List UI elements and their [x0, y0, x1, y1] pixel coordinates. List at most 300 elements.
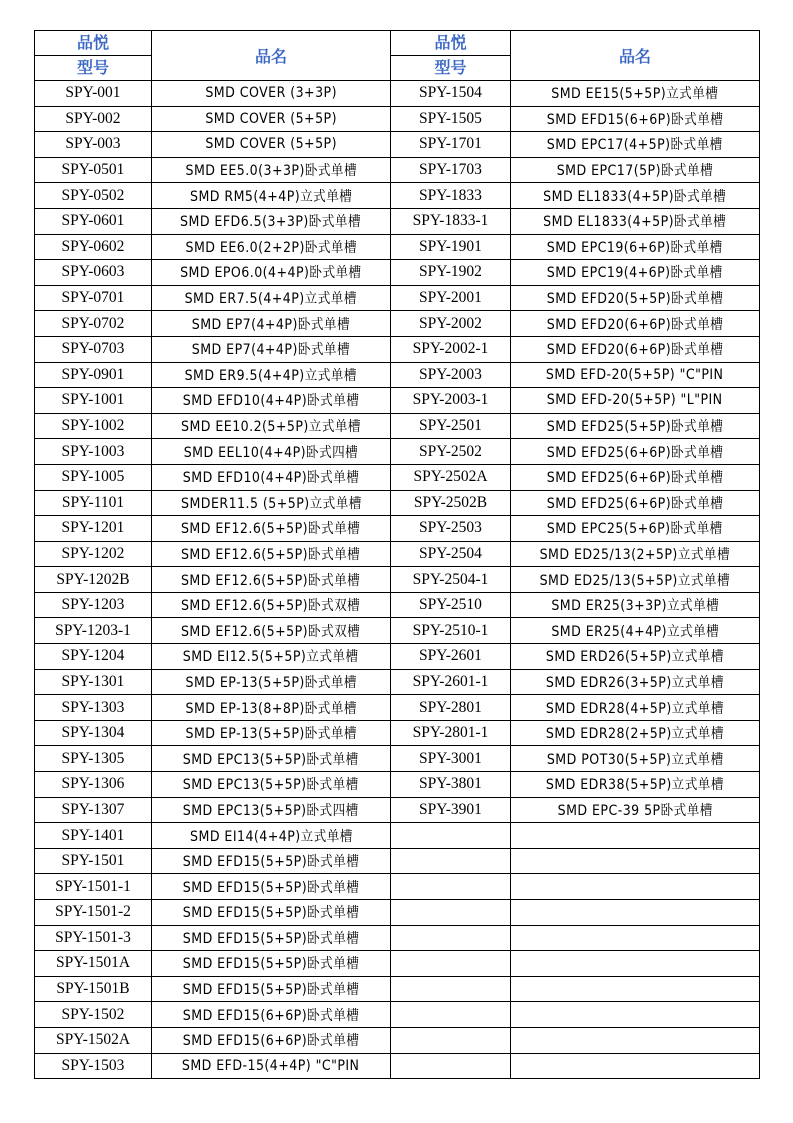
- table-row: [35, 157, 760, 183]
- left-name-cell-text: SMD EF12.6(5+5P)卧式单槽: [181, 572, 361, 589]
- right-name-cell-text: SMD EFD15(6+6P)卧式单槽: [546, 111, 724, 128]
- left-name-cell-text: SMD COVER (5+5P): [205, 110, 337, 127]
- right-model-cell: [391, 208, 511, 234]
- left-name-cell-text: SMD EFD10(4+4P)卧式单槽: [182, 393, 360, 410]
- right-model-header-bottom: 型号: [391, 56, 511, 81]
- left-model-cell: [35, 772, 152, 798]
- right-name-cell: [511, 695, 760, 721]
- left-model-cell: [35, 490, 152, 516]
- left-name-cell-text: SMD RM5(4+4P)立式单槽: [189, 188, 353, 205]
- table-row: [35, 208, 760, 234]
- left-name-cell-text: SMD EI12.5(5+5P)立式单槽: [183, 649, 359, 666]
- right-name-cell-text: SMD EDR38(5+5P)立式单槽: [545, 777, 725, 794]
- left-model-cell-text: SPY-1502: [61, 1005, 125, 1023]
- right-model-cell: [391, 1027, 511, 1053]
- table-row: [35, 644, 760, 670]
- table-row: [35, 132, 760, 158]
- right-model-cell: [391, 311, 511, 337]
- right-model-cell: [391, 132, 511, 158]
- left-name-cell-text: SMD EP7(4+4P)卧式单槽: [191, 316, 351, 333]
- left-name-cell: [152, 234, 391, 260]
- left-model-cell-text: SPY-0702: [61, 314, 125, 332]
- left-model-cell-text: SPY-1305: [61, 749, 125, 767]
- left-model-cell: [35, 823, 152, 849]
- table-row: [35, 183, 760, 209]
- right-name-cell-text: SMD EDR28(4+5P)立式单槽: [545, 700, 725, 717]
- right-model-cell-text: SPY-2502A: [413, 468, 488, 486]
- right-model-cell: [391, 413, 511, 439]
- left-model-cell: [35, 439, 152, 465]
- table-row: [35, 516, 760, 542]
- left-model-cell-text: SPY-0701: [61, 289, 125, 307]
- right-model-cell: [391, 669, 511, 695]
- left-name-cell-text: SMD EE5.0(3+3P)卧式单槽: [185, 163, 357, 180]
- right-name-cell: [511, 900, 760, 926]
- left-name-cell-text: SMD EP-13(5+5P)卧式单槽: [185, 726, 357, 743]
- right-name-cell: [511, 720, 760, 746]
- left-name-cell: [152, 900, 391, 926]
- right-name-cell: [511, 951, 760, 977]
- left-name-cell-text: SMD EFD15(5+5P)卧式单槽: [182, 905, 360, 922]
- right-model-cell-text: SPY-2002-1: [412, 340, 489, 358]
- right-name-cell-text: SMD EPC25(5+6P)卧式单槽: [547, 521, 723, 538]
- table-row: [35, 362, 760, 388]
- table-row: [35, 285, 760, 311]
- left-name-cell: [152, 516, 391, 542]
- table-row: [35, 976, 760, 1002]
- left-model-cell: [35, 874, 152, 900]
- right-name-cell-text: SMD EDR26(3+5P)立式单槽: [545, 674, 725, 691]
- left-name-cell: [152, 132, 391, 158]
- right-name-cell: [511, 1027, 760, 1053]
- table-row: [35, 464, 760, 490]
- left-name-cell: [152, 848, 391, 874]
- right-model-cell-text: SPY-1833: [419, 186, 482, 204]
- left-name-cell-text: SMD EFD15(6+6P)卧式单槽: [182, 1007, 360, 1024]
- left-model-cell-text: SPY-1005: [61, 468, 125, 486]
- right-name-cell-text: SMD EPC17(4+5P)卧式单槽: [547, 137, 723, 154]
- left-model-cell-text: SPY-1401: [61, 826, 125, 844]
- left-name-cell: [152, 183, 391, 209]
- right-model-cell: [391, 592, 511, 618]
- left-model-cell: [35, 311, 152, 337]
- right-name-cell: [511, 285, 760, 311]
- left-model-cell: [35, 976, 152, 1002]
- right-name-cell: [511, 464, 760, 490]
- right-model-cell: [391, 285, 511, 311]
- left-model-cell: [35, 695, 152, 721]
- right-model-cell: [391, 900, 511, 926]
- table-row: [35, 925, 760, 951]
- right-model-cell: [391, 797, 511, 823]
- left-model-cell-text: SPY-0601: [61, 212, 125, 230]
- table-row: [35, 874, 760, 900]
- left-model-cell: [35, 260, 152, 286]
- left-name-cell: [152, 490, 391, 516]
- left-name-cell: [152, 541, 391, 567]
- right-model-cell: [391, 439, 511, 465]
- left-model-cell: [35, 797, 152, 823]
- right-model-cell: [391, 336, 511, 362]
- right-name-cell: [511, 362, 760, 388]
- left-name-cell: [152, 695, 391, 721]
- right-name-cell-text: SMD EPC-39 5P卧式单槽: [557, 802, 713, 819]
- right-name-cell: [511, 746, 760, 772]
- table-row: [35, 541, 760, 567]
- table-row: [35, 951, 760, 977]
- right-name-cell-text: SMD EFD20(5+5P)卧式单槽: [546, 291, 724, 308]
- right-model-cell: [391, 951, 511, 977]
- left-model-cell-text: SPY-1501-2: [55, 903, 131, 921]
- left-name-cell-text: SMD EFD10(4+4P)卧式单槽: [182, 470, 360, 487]
- right-model-cell: [391, 746, 511, 772]
- right-model-cell-text: SPY-1833-1: [412, 212, 489, 230]
- left-model-cell-text: SPY-0501: [61, 161, 125, 179]
- left-name-cell: [152, 311, 391, 337]
- table-row: [35, 388, 760, 414]
- table-row: [35, 439, 760, 465]
- left-model-cell-text: SPY-1101: [61, 493, 125, 511]
- right-name-cell: [511, 976, 760, 1002]
- right-name-cell: [511, 772, 760, 798]
- table-row: [35, 336, 760, 362]
- right-name-cell: [511, 797, 760, 823]
- right-model-cell-text: SPY-2504-1: [412, 570, 489, 588]
- right-name-cell-text: SMD ED25/13(2+5P)立式单槽: [539, 546, 731, 563]
- left-name-cell-text: SMD EI14(4+4P)立式单槽: [189, 828, 353, 845]
- left-name-cell-text: SMD EE10.2(5+5P)立式单槽: [180, 419, 361, 436]
- right-name-cell-text: SMD EFD-20(5+5P) "L"PIN: [547, 392, 723, 409]
- left-model-cell: [35, 106, 152, 132]
- right-name-cell: [511, 208, 760, 234]
- right-name-cell-text: SMD EL1833(4+5P)卧式单槽: [543, 188, 727, 205]
- left-model-cell-text: SPY-1204: [61, 647, 125, 665]
- left-name-cell: [152, 413, 391, 439]
- left-name-cell-text: SMD EFD15(5+5P)卧式单槽: [182, 879, 360, 896]
- right-name-cell-text: SMD ERD26(5+5P)立式单槽: [545, 649, 725, 666]
- left-name-cell-text: SMD EFD15(5+5P)卧式单槽: [182, 982, 360, 999]
- left-model-cell: [35, 234, 152, 260]
- right-name-cell: [511, 490, 760, 516]
- left-name-cell: [152, 618, 391, 644]
- left-name-cell-text: SMD EPO6.0(4+4P)卧式单槽: [180, 265, 362, 282]
- table-row: [35, 106, 760, 132]
- table-row: [35, 618, 760, 644]
- right-model-cell-text: SPY-2504: [419, 544, 482, 562]
- left-model-header-top: 品悦: [35, 31, 152, 56]
- right-name-cell: [511, 81, 760, 107]
- left-model-cell-text: SPY-1203-1: [55, 621, 131, 639]
- left-model-cell-text: SPY-1503: [61, 1056, 125, 1074]
- left-model-cell: [35, 362, 152, 388]
- left-name-cell: [152, 1002, 391, 1028]
- right-model-cell: [391, 925, 511, 951]
- table-row: [35, 669, 760, 695]
- table-row: [35, 567, 760, 593]
- left-model-cell-text: SPY-0703: [61, 340, 125, 358]
- right-model-cell-text: SPY-2801-1: [412, 724, 489, 742]
- right-model-cell: [391, 848, 511, 874]
- right-name-cell-text: SMD EPC19(6+6P)卧式单槽: [547, 239, 723, 256]
- left-model-cell-text: SPY-001: [65, 84, 121, 102]
- right-name-cell: [511, 132, 760, 158]
- left-name-cell-text: SMD EFD15(5+5P)卧式单槽: [182, 956, 360, 973]
- left-model-cell: [35, 567, 152, 593]
- right-model-cell-text: SPY-2601: [419, 647, 482, 665]
- left-model-cell: [35, 951, 152, 977]
- left-model-cell: [35, 388, 152, 414]
- left-name-cell: [152, 81, 391, 107]
- left-model-cell: [35, 848, 152, 874]
- left-name-cell: [152, 951, 391, 977]
- left-name-cell: [152, 823, 391, 849]
- left-name-cell: [152, 797, 391, 823]
- right-name-cell-text: SMD EPC17(5P)卧式单槽: [556, 163, 714, 180]
- left-model-cell-text: SPY-0603: [61, 263, 125, 281]
- table-row: [35, 772, 760, 798]
- right-model-cell-text: SPY-1901: [419, 237, 482, 255]
- left-model-cell-text: SPY-002: [65, 109, 121, 127]
- left-model-cell: [35, 285, 152, 311]
- left-name-cell-text: SMD EPC13(5+5P)卧式四槽: [183, 802, 359, 819]
- table-row: [35, 1053, 760, 1079]
- left-name-cell-text: SMD EFD15(6+6P)卧式单槽: [182, 1033, 360, 1050]
- right-model-cell: [391, 388, 511, 414]
- header-row-top: [35, 31, 760, 56]
- right-model-cell-text: SPY-2503: [419, 519, 482, 537]
- right-name-cell-text: SMD EFD20(6+6P)卧式单槽: [546, 342, 724, 359]
- right-model-cell: [391, 490, 511, 516]
- right-name-cell-text: SMD EFD25(6+6P)卧式单槽: [546, 444, 724, 461]
- right-name-cell-text: SMD POT30(5+5P)立式单槽: [546, 751, 724, 768]
- left-model-cell: [35, 1027, 152, 1053]
- left-model-cell-text: SPY-1501A: [55, 954, 131, 972]
- right-name-cell: [511, 541, 760, 567]
- left-model-cell: [35, 208, 152, 234]
- right-model-cell-text: SPY-2003: [419, 365, 482, 383]
- left-name-cell-text: SMDER11.5 (5+5P)立式单槽: [180, 495, 362, 512]
- left-name-cell: [152, 439, 391, 465]
- left-name-cell: [152, 720, 391, 746]
- left-model-cell-text: SPY-1003: [61, 442, 125, 460]
- right-model-cell-text: SPY-2502: [419, 442, 482, 460]
- left-name-cell-text: SMD EFD6.5(3+3P)卧式单槽: [180, 214, 362, 231]
- right-name-cell-text: SMD ER25(4+4P)立式单槽: [551, 623, 719, 640]
- left-model-cell-text: SPY-1501-3: [55, 928, 131, 946]
- left-model-cell-text: SPY-003: [65, 135, 121, 153]
- left-name-cell-text: SMD EP-13(8+8P)卧式单槽: [185, 700, 357, 717]
- left-name-cell-text: SMD EF12.6(5+5P)卧式双槽: [181, 623, 361, 640]
- left-name-cell: [152, 746, 391, 772]
- right-model-cell-text: SPY-2501: [419, 417, 482, 435]
- right-name-cell: [511, 669, 760, 695]
- table-row: [35, 490, 760, 516]
- right-model-cell: [391, 362, 511, 388]
- right-model-cell: [391, 976, 511, 1002]
- left-name-cell: [152, 567, 391, 593]
- table-row: [35, 848, 760, 874]
- table-row: [35, 746, 760, 772]
- left-model-cell: [35, 183, 152, 209]
- right-model-cell-text: SPY-2502B: [413, 493, 488, 511]
- right-model-cell: [391, 157, 511, 183]
- left-name-cell-text: SMD ER7.5(4+4P)立式单槽: [184, 291, 358, 308]
- left-name-header: 品名: [152, 31, 391, 81]
- right-model-cell: [391, 106, 511, 132]
- left-name-cell-text: SMD EP7(4+4P)卧式单槽: [191, 342, 351, 359]
- left-model-cell-text: SPY-1501: [61, 852, 125, 870]
- left-model-cell: [35, 746, 152, 772]
- right-name-cell: [511, 1053, 760, 1079]
- left-model-cell-text: SPY-0901: [61, 365, 125, 383]
- table-row: [35, 695, 760, 721]
- right-name-cell: [511, 644, 760, 670]
- left-name-cell: [152, 644, 391, 670]
- left-model-cell-text: SPY-1502A: [55, 1031, 131, 1049]
- right-name-cell-text: SMD EFD-20(5+5P) "C"PIN: [546, 366, 724, 383]
- left-name-cell: [152, 157, 391, 183]
- left-name-cell: [152, 925, 391, 951]
- table-row: [35, 234, 760, 260]
- right-name-cell: [511, 388, 760, 414]
- right-name-cell-text: SMD EFD25(6+6P)卧式单槽: [546, 495, 724, 512]
- table-row: [35, 720, 760, 746]
- right-model-cell-text: SPY-3801: [419, 775, 482, 793]
- left-name-cell-text: SMD EFD-15(4+4P) "C"PIN: [182, 1057, 360, 1074]
- left-model-cell: [35, 618, 152, 644]
- left-model-cell: [35, 669, 152, 695]
- right-name-cell-text: SMD EPC19(4+6P)卧式单槽: [547, 265, 723, 282]
- left-model-cell-text: SPY-1303: [61, 698, 125, 716]
- right-model-cell: [391, 695, 511, 721]
- left-name-cell-text: SMD EFD15(5+5P)卧式单槽: [182, 930, 360, 947]
- left-name-cell-text: SMD EF12.6(5+5P)卧式双槽: [181, 598, 361, 615]
- left-model-cell-text: SPY-1201: [61, 519, 125, 537]
- right-name-cell: [511, 618, 760, 644]
- table-row: [35, 413, 760, 439]
- left-model-cell: [35, 464, 152, 490]
- right-model-cell: [391, 1002, 511, 1028]
- left-name-cell: [152, 388, 391, 414]
- left-name-cell-text: SMD EF12.6(5+5P)卧式单槽: [181, 546, 361, 563]
- right-model-cell: [391, 464, 511, 490]
- right-name-cell-text: SMD EE15(5+5P)立式单槽: [551, 86, 719, 103]
- table-row: [35, 1027, 760, 1053]
- right-model-cell-text: SPY-3901: [419, 800, 482, 818]
- right-name-cell-text: SMD ED25/13(5+5P)立式单槽: [539, 572, 731, 589]
- left-model-cell-text: SPY-1307: [61, 800, 125, 818]
- left-model-cell: [35, 720, 152, 746]
- right-model-cell: [391, 1053, 511, 1079]
- product-table: [34, 30, 760, 1079]
- table-row: [35, 823, 760, 849]
- right-name-cell-text: SMD EFD25(6+6P)卧式单槽: [546, 470, 724, 487]
- right-name-cell-text: SMD ER25(3+3P)立式单槽: [551, 598, 719, 615]
- right-model-cell: [391, 772, 511, 798]
- table-body: [35, 81, 760, 1079]
- right-name-cell-text: SMD EL1833(4+5P)卧式单槽: [543, 214, 727, 231]
- right-model-cell: [391, 823, 511, 849]
- left-model-cell: [35, 644, 152, 670]
- left-model-cell: [35, 157, 152, 183]
- right-model-cell: [391, 644, 511, 670]
- left-name-cell: [152, 362, 391, 388]
- right-name-cell: [511, 106, 760, 132]
- left-model-cell: [35, 900, 152, 926]
- right-name-cell: [511, 439, 760, 465]
- left-model-cell: [35, 1002, 152, 1028]
- right-model-cell: [391, 183, 511, 209]
- right-name-cell: [511, 157, 760, 183]
- left-name-cell: [152, 874, 391, 900]
- right-name-cell: [511, 925, 760, 951]
- right-name-cell: [511, 311, 760, 337]
- left-name-cell-text: SMD ER9.5(4+4P)立式单槽: [184, 367, 358, 384]
- table-row: [35, 260, 760, 286]
- table-row: [35, 592, 760, 618]
- right-name-cell: [511, 336, 760, 362]
- right-model-cell-text: SPY-2801: [419, 698, 482, 716]
- left-name-cell: [152, 1053, 391, 1079]
- left-name-cell: [152, 669, 391, 695]
- right-model-cell-text: SPY-2003-1: [412, 391, 489, 409]
- right-model-cell-text: SPY-1505: [419, 109, 482, 127]
- right-name-cell: [511, 234, 760, 260]
- right-model-cell-text: SPY-1902: [419, 263, 482, 281]
- right-model-cell: [391, 260, 511, 286]
- right-name-cell: [511, 413, 760, 439]
- right-name-cell: [511, 183, 760, 209]
- right-name-cell-text: SMD EDR28(2+5P)立式单槽: [545, 726, 725, 743]
- table-row: [35, 797, 760, 823]
- left-model-cell-text: SPY-1306: [61, 775, 125, 793]
- left-model-cell-text: SPY-0602: [61, 237, 125, 255]
- left-model-cell-text: SPY-1001: [61, 391, 125, 409]
- left-name-cell-text: SMD COVER (3+3P): [205, 85, 337, 102]
- right-name-cell: [511, 567, 760, 593]
- right-name-cell: [511, 1002, 760, 1028]
- left-model-cell: [35, 541, 152, 567]
- right-model-cell-text: SPY-2510: [419, 596, 482, 614]
- left-model-cell-text: SPY-1501B: [56, 980, 130, 998]
- right-model-cell-text: SPY-2601-1: [412, 672, 489, 690]
- table-row: [35, 81, 760, 107]
- left-name-cell: [152, 208, 391, 234]
- left-name-cell: [152, 592, 391, 618]
- right-model-cell: [391, 516, 511, 542]
- table-row: [35, 1002, 760, 1028]
- right-model-cell-text: SPY-2510-1: [412, 621, 489, 639]
- right-model-cell: [391, 541, 511, 567]
- left-name-cell-text: SMD EE6.0(2+2P)卧式单槽: [185, 239, 357, 256]
- right-name-cell-text: SMD EFD20(6+6P)卧式单槽: [546, 316, 724, 333]
- right-model-cell: [391, 234, 511, 260]
- left-model-cell-text: SPY-1301: [61, 672, 125, 690]
- right-name-header: 品名: [511, 31, 760, 81]
- right-model-cell-text: SPY-1504: [419, 84, 482, 102]
- right-model-cell-text: SPY-1703: [419, 161, 482, 179]
- left-name-cell: [152, 976, 391, 1002]
- left-model-cell-text: SPY-1202B: [56, 570, 130, 588]
- right-name-cell: [511, 260, 760, 286]
- left-model-cell-text: SPY-1304: [61, 724, 125, 742]
- left-name-cell: [152, 464, 391, 490]
- left-name-cell-text: SMD EFD15(5+5P)卧式单槽: [182, 854, 360, 871]
- left-name-cell: [152, 106, 391, 132]
- right-model-cell: [391, 720, 511, 746]
- right-name-cell: [511, 823, 760, 849]
- left-name-cell: [152, 772, 391, 798]
